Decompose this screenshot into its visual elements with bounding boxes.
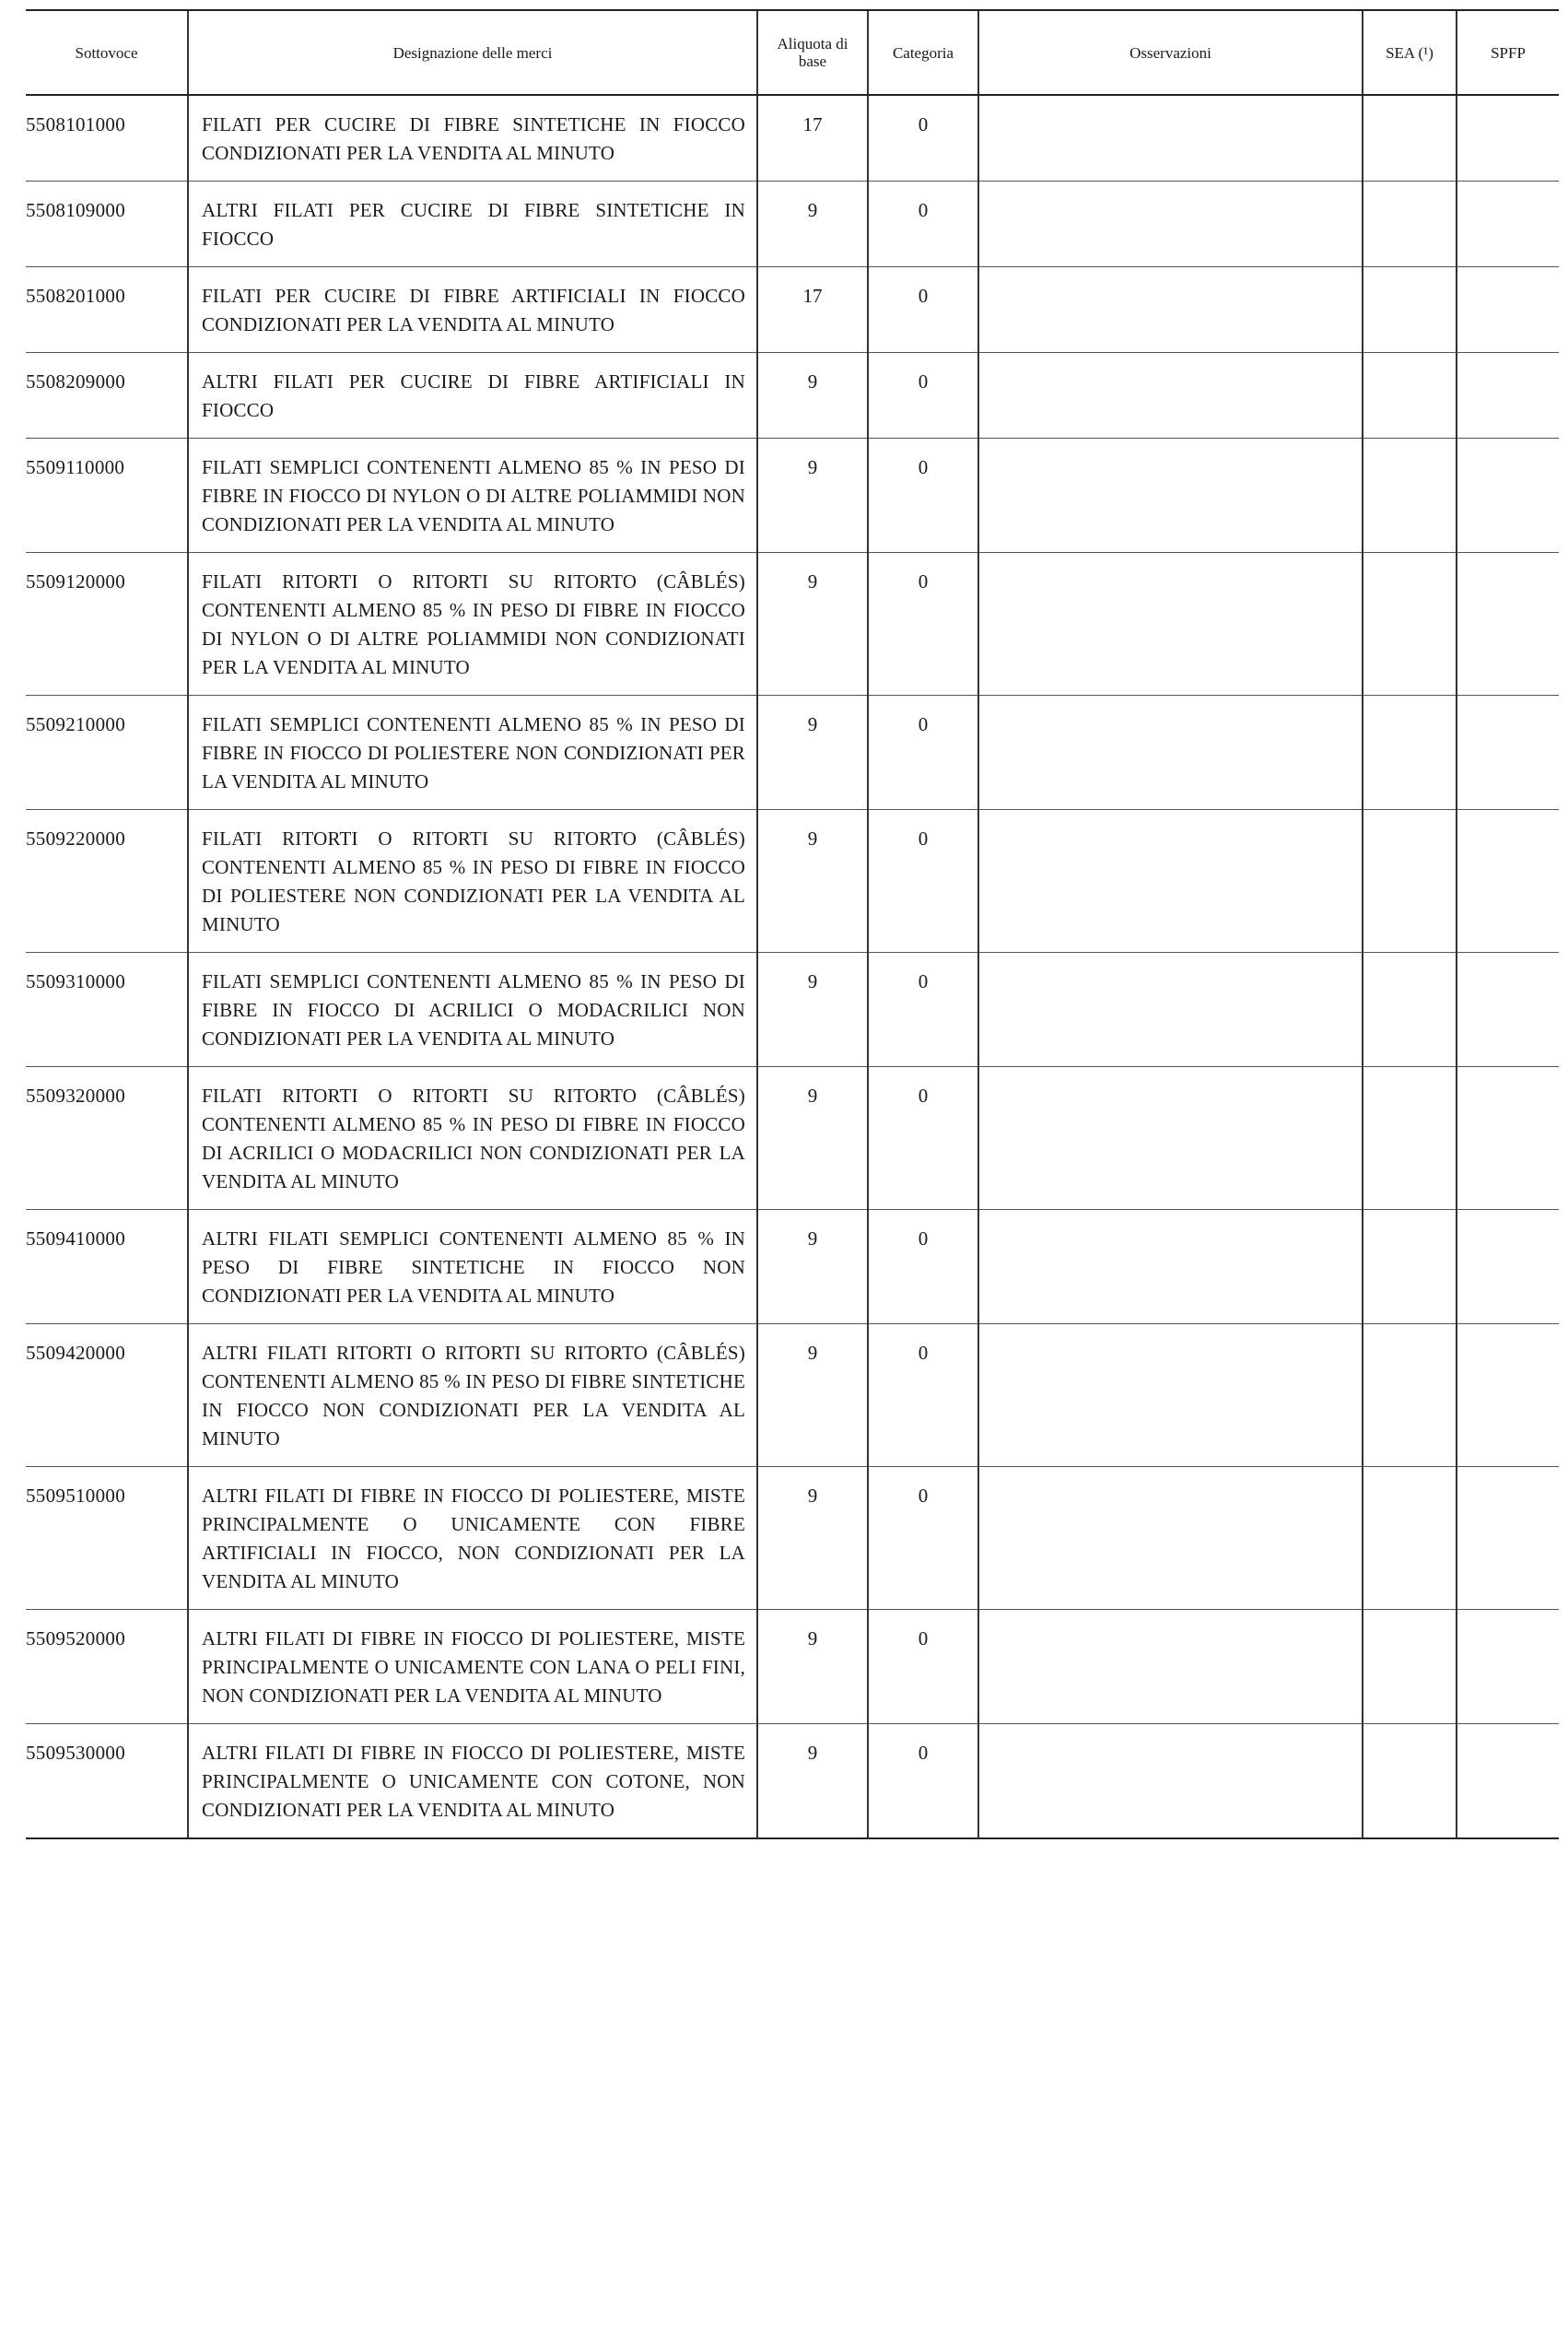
- cell-description: FILATI PER CUCIRE DI FIBRE SINTETICHE IN FIOCCO CONDIZIONATI PER LA VENDITA AL MINUTO: [188, 95, 757, 182]
- cell-category: 0: [868, 696, 978, 810]
- cell-sea: [1363, 439, 1457, 553]
- cell-category: 0: [868, 353, 978, 439]
- cell-spfp: [1457, 1610, 1559, 1724]
- cell-base-rate: 9: [757, 1210, 868, 1324]
- cell-spfp: [1457, 95, 1559, 182]
- cell-base-rate: 9: [757, 1610, 868, 1724]
- cell-observations: [978, 182, 1363, 267]
- header-category: Categoria: [868, 10, 978, 95]
- cell-observations: [978, 1067, 1363, 1210]
- cell-code: 5509310000: [26, 953, 188, 1067]
- cell-observations: [978, 1210, 1363, 1324]
- table-header: [26, 10, 1559, 95]
- cell-description: ALTRI FILATI SEMPLICI CONTENENTI ALMENO 85 % IN PESO DI FIBRE SINTETICHE IN FIOCCO NON CONDIZIONATI PER LA VENDITA AL MINUTO: [188, 1210, 757, 1324]
- cell-sea: [1363, 1067, 1457, 1210]
- cell-base-rate: 9: [757, 439, 868, 553]
- cell-category: 0: [868, 182, 978, 267]
- cell-observations: [978, 267, 1363, 353]
- table-row: [26, 353, 1559, 439]
- table-row: [26, 1467, 1559, 1610]
- cell-description: FILATI SEMPLICI CONTENENTI ALMENO 85 % IN PESO DI FIBRE IN FIOCCO DI ACRILICI O MODACRILICI NON CONDIZIONATI PER LA VENDITA AL MINUTO: [188, 953, 757, 1067]
- cell-category: 0: [868, 953, 978, 1067]
- cell-spfp: [1457, 953, 1559, 1067]
- cell-spfp: [1457, 1324, 1559, 1467]
- header-code: Sottovoce: [26, 10, 188, 95]
- cell-sea: [1363, 1467, 1457, 1610]
- cell-code: 5509110000: [26, 439, 188, 553]
- cell-category: 0: [868, 810, 978, 953]
- cell-sea: [1363, 953, 1457, 1067]
- cell-base-rate: 9: [757, 182, 868, 267]
- table-row: [26, 553, 1559, 696]
- cell-category: 0: [868, 1324, 978, 1467]
- cell-observations: [978, 439, 1363, 553]
- cell-description: FILATI SEMPLICI CONTENENTI ALMENO 85 % IN PESO DI FIBRE IN FIOCCO DI POLIESTERE NON CONDIZIONATI PER LA VENDITA AL MINUTO: [188, 696, 757, 810]
- cell-base-rate: 9: [757, 696, 868, 810]
- cell-base-rate: 9: [757, 1467, 868, 1610]
- cell-base-rate: 17: [757, 267, 868, 353]
- cell-description: ALTRI FILATI DI FIBRE IN FIOCCO DI POLIESTERE, MISTE PRINCIPALMENTE O UNICAMENTE CON FIBRE ARTIFICIALI IN FIOCCO, NON CONDIZIONATI PER LA VENDITA AL MINUTO: [188, 1467, 757, 1610]
- cell-description: FILATI RITORTI O RITORTI SU RITORTO (CÂBLÉS) CONTENENTI ALMENO 85 % IN PESO DI FIBRE IN FIOCCO DI NYLON O DI ALTRE POLIAMMIDI NON CONDIZIONATI PER LA VENDITA AL MINUTO: [188, 553, 757, 696]
- cell-base-rate: 17: [757, 95, 868, 182]
- cell-category: 0: [868, 1724, 978, 1839]
- cell-category: 0: [868, 439, 978, 553]
- cell-spfp: [1457, 267, 1559, 353]
- cell-observations: [978, 1724, 1363, 1839]
- cell-sea: [1363, 353, 1457, 439]
- header-observations: Osservazioni: [978, 10, 1363, 95]
- table-row: [26, 1324, 1559, 1467]
- cell-code: 5509210000: [26, 696, 188, 810]
- cell-description: ALTRI FILATI PER CUCIRE DI FIBRE SINTETICHE IN FIOCCO: [188, 182, 757, 267]
- cell-code: 5508109000: [26, 182, 188, 267]
- cell-category: 0: [868, 1467, 978, 1610]
- cell-description: FILATI PER CUCIRE DI FIBRE ARTIFICIALI IN FIOCCO CONDIZIONATI PER LA VENDITA AL MINUTO: [188, 267, 757, 353]
- cell-description: FILATI RITORTI O RITORTI SU RITORTO (CÂBLÉS) CONTENENTI ALMENO 85 % IN PESO DI FIBRE IN FIOCCO DI ACRILICI O MODACRILICI NON CONDIZIONATI PER LA VENDITA AL MINUTO: [188, 1067, 757, 1210]
- cell-code: 5509120000: [26, 553, 188, 696]
- cell-description: ALTRI FILATI RITORTI O RITORTI SU RITORTO (CÂBLÉS) CONTENENTI ALMENO 85 % IN PESO DI FIBRE SINTETICHE IN FIOCCO NON CONDIZIONATI PER LA VENDITA AL MINUTO: [188, 1324, 757, 1467]
- cell-code: 5509410000: [26, 1210, 188, 1324]
- table-row: [26, 182, 1559, 267]
- table-row: [26, 1067, 1559, 1210]
- cell-spfp: [1457, 1210, 1559, 1324]
- cell-observations: [978, 1610, 1363, 1724]
- cell-category: 0: [868, 267, 978, 353]
- cell-base-rate: 9: [757, 810, 868, 953]
- table-row: [26, 1724, 1559, 1839]
- table-body: [26, 95, 1559, 1838]
- cell-sea: [1363, 1324, 1457, 1467]
- cell-sea: [1363, 1210, 1457, 1324]
- cell-spfp: [1457, 696, 1559, 810]
- header-base-rate: Aliquota di base: [757, 10, 868, 95]
- header-row: [26, 10, 1559, 95]
- cell-spfp: [1457, 353, 1559, 439]
- cell-observations: [978, 95, 1363, 182]
- cell-code: 5509220000: [26, 810, 188, 953]
- cell-code: 5508201000: [26, 267, 188, 353]
- cell-sea: [1363, 1610, 1457, 1724]
- cell-spfp: [1457, 1467, 1559, 1610]
- cell-description: FILATI SEMPLICI CONTENENTI ALMENO 85 % IN PESO DI FIBRE IN FIOCCO DI NYLON O DI ALTRE POLIAMMIDI NON CONDIZIONATI PER LA VENDITA AL MINUTO: [188, 439, 757, 553]
- table-row: [26, 696, 1559, 810]
- tariff-table: [26, 9, 1559, 1839]
- header-description: Designazione delle merci: [188, 10, 757, 95]
- cell-observations: [978, 696, 1363, 810]
- cell-observations: [978, 810, 1363, 953]
- cell-sea: [1363, 95, 1457, 182]
- cell-description: FILATI RITORTI O RITORTI SU RITORTO (CÂBLÉS) CONTENENTI ALMENO 85 % IN PESO DI FIBRE IN FIOCCO DI POLIESTERE NON CONDIZIONATI PER LA VENDITA AL MINUTO: [188, 810, 757, 953]
- cell-description: ALTRI FILATI DI FIBRE IN FIOCCO DI POLIESTERE, MISTE PRINCIPALMENTE O UNICAMENTE CON LANA O PELI FINI, NON CONDIZIONATI PER LA VENDITA AL MINUTO: [188, 1610, 757, 1724]
- cell-sea: [1363, 810, 1457, 953]
- cell-category: 0: [868, 95, 978, 182]
- cell-description: ALTRI FILATI PER CUCIRE DI FIBRE ARTIFICIALI IN FIOCCO: [188, 353, 757, 439]
- table-row: [26, 267, 1559, 353]
- cell-sea: [1363, 1724, 1457, 1839]
- cell-code: 5509530000: [26, 1724, 188, 1839]
- cell-observations: [978, 553, 1363, 696]
- cell-code: 5509420000: [26, 1324, 188, 1467]
- cell-code: 5509320000: [26, 1067, 188, 1210]
- cell-code: 5509510000: [26, 1467, 188, 1610]
- cell-category: 0: [868, 553, 978, 696]
- cell-description: ALTRI FILATI DI FIBRE IN FIOCCO DI POLIESTERE, MISTE PRINCIPALMENTE O UNICAMENTE CON COTONE, NON CONDIZIONATI PER LA VENDITA AL MINUTO: [188, 1724, 757, 1839]
- cell-category: 0: [868, 1210, 978, 1324]
- tariff-table-container: [26, 9, 1559, 1839]
- cell-code: 5509520000: [26, 1610, 188, 1724]
- cell-code: 5508101000: [26, 95, 188, 182]
- cell-base-rate: 9: [757, 553, 868, 696]
- cell-observations: [978, 953, 1363, 1067]
- table-row: [26, 953, 1559, 1067]
- cell-category: 0: [868, 1610, 978, 1724]
- cell-sea: [1363, 696, 1457, 810]
- table-row: [26, 1210, 1559, 1324]
- table-row: [26, 95, 1559, 182]
- cell-sea: [1363, 553, 1457, 696]
- cell-observations: [978, 1467, 1363, 1610]
- cell-category: 0: [868, 1067, 978, 1210]
- cell-spfp: [1457, 439, 1559, 553]
- table-row: [26, 810, 1559, 953]
- cell-base-rate: 9: [757, 353, 868, 439]
- header-sea: SEA (¹): [1363, 10, 1457, 95]
- cell-sea: [1363, 182, 1457, 267]
- cell-spfp: [1457, 810, 1559, 953]
- cell-code: 5508209000: [26, 353, 188, 439]
- cell-spfp: [1457, 182, 1559, 267]
- cell-observations: [978, 1324, 1363, 1467]
- cell-observations: [978, 353, 1363, 439]
- cell-spfp: [1457, 1724, 1559, 1839]
- table-row: [26, 439, 1559, 553]
- cell-base-rate: 9: [757, 1724, 868, 1839]
- cell-spfp: [1457, 553, 1559, 696]
- cell-base-rate: 9: [757, 953, 868, 1067]
- table-row: [26, 1610, 1559, 1724]
- cell-base-rate: 9: [757, 1067, 868, 1210]
- cell-spfp: [1457, 1067, 1559, 1210]
- cell-sea: [1363, 267, 1457, 353]
- cell-base-rate: 9: [757, 1324, 868, 1467]
- header-spfp: SPFP: [1457, 10, 1559, 95]
